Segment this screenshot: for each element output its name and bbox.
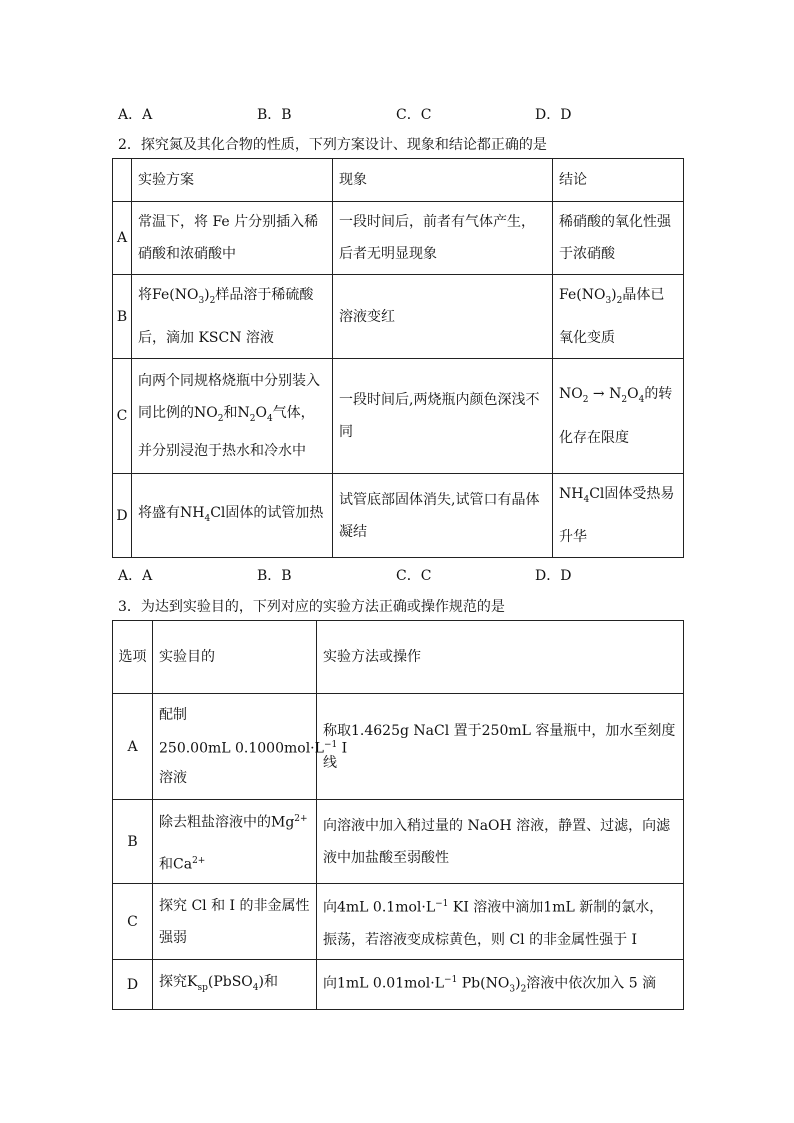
no3-formula: NO: [174, 286, 199, 303]
q2-row-d-plan: [132, 474, 333, 558]
q3-row-d-method-pre: 向1mL 0.01mol·L: [323, 975, 445, 992]
q3-row-a-method: 称取1.4625g NaCl 置于250mL 容量瓶中，加水至刻度线: [317, 694, 684, 800]
pb-symbol: Pb: [461, 975, 481, 992]
q2-row-d-conclusion-post: 固体受热易升华: [559, 485, 675, 546]
subscript: 3: [198, 295, 205, 306]
oxygen: O: [627, 386, 639, 403]
q2-header-phenomenon: 现象: [333, 159, 553, 202]
q2-row-c-conclusion-post: 的转化存在限度: [559, 386, 673, 446]
q2-row-b-phenomenon: 溶液变红: [333, 275, 553, 359]
n2o4-formula: N: [609, 386, 622, 403]
subscript: 2: [217, 413, 224, 424]
superscript: −1: [444, 975, 458, 986]
q3-row-b-purpose-and: 和: [159, 856, 173, 873]
q2-row-d-label: D: [113, 474, 132, 558]
q2-row-a: [113, 202, 684, 275]
arrow-icon: →: [592, 386, 605, 403]
q3-row-c-purpose: 探究 Cl 和 I 的非金属性强弱: [153, 884, 317, 960]
q1-choice-c[interactable]: C．C: [396, 107, 432, 123]
nh4cl-formula: NH: [180, 504, 205, 521]
q2-row-b: [113, 275, 684, 359]
q2-row-b-label: B: [113, 275, 132, 359]
fe-formula: Fe: [152, 286, 170, 303]
q2-header-row: [113, 159, 684, 202]
subscript: 2: [520, 984, 527, 995]
concentration-text: 250.00mL 0.1000mol·L: [159, 740, 324, 757]
oxygen: O: [255, 405, 267, 422]
q2-row-b-conclusion: $Fe(NO_3)_2$晶体已氧化变质: [553, 275, 684, 359]
q2-row-c-label: C: [113, 359, 132, 474]
q2-row-c-plan: [132, 359, 333, 474]
subscript: 2: [249, 413, 256, 424]
subscript: 2: [209, 295, 216, 306]
q3-row-d-label: D: [113, 960, 153, 1010]
chlorine: Cl: [589, 485, 605, 502]
q3-title: 3．为达到实验目的，下列对应的实验方法正确或操作规范的是: [118, 599, 505, 615]
q3-row-a-purpose-line2: [159, 730, 348, 764]
q3-header-option: 选项: [113, 621, 153, 694]
q3-row-d-method-post: 溶液中依次加入 5 滴: [526, 975, 657, 992]
q3-row-a: [113, 694, 684, 800]
q1-choices: [118, 104, 678, 124]
q2-row-c-conclusion: [553, 359, 684, 474]
q2-row-b-plan: 将$Fe(NO_3)_2$样品溶于稀硫酸后，滴加 KSCN 溶液: [132, 275, 333, 359]
q3-row-b: [113, 800, 684, 884]
subscript: 4: [583, 494, 590, 505]
superscript: 2+: [192, 855, 206, 866]
subscript: 4: [204, 513, 211, 524]
q2-header-blank: [113, 159, 132, 202]
q3-row-c-method: [317, 884, 684, 960]
superscript: −1: [435, 898, 449, 909]
q2-table: [112, 158, 684, 558]
q3-row-d-purpose: 探究$K_{sp}(PbSO_4)$和: [153, 960, 317, 1010]
no2-formula: NO: [194, 405, 218, 422]
chlorine: Cl: [210, 504, 226, 521]
q3-row-c-method-post: KI 溶液中滴加1mL 新制的氯水，振荡，若溶液变成棕黄色，则 Cl 的非金属性强于 I: [323, 899, 664, 948]
q1-choice-b[interactable]: B．B: [257, 107, 292, 123]
q3-row-a-label: A: [113, 694, 153, 800]
ca-ion: Ca: [173, 856, 193, 873]
n2o4-formula: N: [237, 405, 250, 422]
q3-row-c-label: C: [113, 884, 153, 960]
q3-row-b-label: B: [113, 800, 153, 884]
no2-formula: NO: [559, 386, 583, 403]
q2-row-b-plan-post: 样品溶于稀硫酸后，滴加 KSCN 溶液: [138, 286, 314, 347]
q1-choice-d[interactable]: D．D: [535, 107, 572, 123]
superscript: 2+: [294, 814, 308, 824]
subscript: 3: [605, 295, 612, 306]
subscript: 2: [621, 394, 628, 405]
subscript: 4: [266, 413, 273, 424]
q2-row-b-plan-pre: 将: [138, 286, 152, 303]
q2-row-c-plan-and: 和: [223, 405, 238, 422]
q2-row-a-label: A: [113, 202, 132, 275]
subscript: 2: [616, 295, 623, 306]
q3-row-d-purpose-and: 和: [263, 973, 278, 990]
q2-row-c-plan-pre: 向两个同规格烧瓶中分别装入同比例的: [138, 373, 320, 422]
q3-row-c: [113, 884, 684, 960]
q2-row-c-plan-post: 气体，并分别浸泡于热水和冷水中: [138, 405, 315, 459]
q3-header-row: [113, 621, 684, 694]
q2-title: 2．探究氮及其化合物的性质，下列方案设计、现象和结论都正确的是: [118, 137, 547, 153]
q2-row-a-plan: 常温下，将 Fe 片分别插入稀硝酸和浓硝酸中: [132, 202, 333, 275]
q3-row-d-method: 向1mL $0.01mol\cdot L^{-1}$ $Pb(NO_3)_2$溶液中依次加入 5 滴: [317, 960, 684, 1010]
superscript: −1: [323, 739, 338, 750]
q3-row-a-purpose: [153, 694, 348, 800]
subscript: 4: [252, 982, 259, 993]
q2-header-conclusion: 结论: [553, 159, 684, 202]
subscript: 3: [509, 984, 516, 995]
q2-row-d-phenomenon: 试管底部固体消失,试管口有晶体凝结: [333, 474, 553, 558]
q2-choice-a[interactable]: A．A: [118, 568, 153, 584]
q2-row-d-plan-pre: 将盛有: [138, 504, 180, 521]
no3-formula: NO: [581, 286, 606, 303]
subscript: sp: [197, 982, 208, 993]
q3-row-d: [113, 960, 684, 1010]
q3-row-b-method: 向溶液中加入稍过量的 NaOH 溶液，静置、过滤，向滤液中加盐酸至弱酸性: [317, 800, 684, 884]
q2-header-plan: 实验方案: [132, 159, 333, 202]
q2-choice-b[interactable]: B．B: [257, 568, 292, 584]
fe-formula: Fe: [559, 286, 577, 303]
q2-row-c-phenomenon: 一段时间后,两烧瓶内颜色深浅不同: [333, 359, 553, 474]
q1-choice-a[interactable]: A．A: [118, 107, 153, 123]
q3-row-a-purpose-line1: 配制: [159, 706, 187, 723]
q3-header-purpose: 实验目的: [153, 621, 317, 694]
q3-row-b-purpose-text: 除去粗盐溶液中的: [159, 814, 271, 831]
q2-choice-d[interactable]: D．D: [535, 568, 572, 584]
q2-choices: [118, 565, 678, 585]
q2-choice-c[interactable]: C．C: [396, 568, 432, 584]
k-symbol: K: [187, 973, 198, 990]
q2-row-d: [113, 474, 684, 558]
subscript: 2: [582, 394, 589, 405]
q3-header-method: 实验方法或操作: [317, 621, 684, 694]
q3-row-c-method-pre: 向4mL 0.1mol·L: [323, 899, 436, 916]
truncated-text: I: [341, 740, 348, 757]
q2-row-b-conclusion-post: 晶体已氧化变质: [559, 286, 665, 347]
q3-table: [112, 620, 684, 1010]
q3-row-a-purpose-line3: 溶液: [159, 770, 187, 787]
nh4cl-formula: NH: [559, 485, 584, 502]
mg-ion: Mg: [271, 814, 295, 831]
q3-row-d-purpose-pre: 探究: [159, 973, 187, 990]
q2-row-a-phenomenon: 一段时间后，前者有气体产生，后者无明显现象: [333, 202, 553, 275]
q2-row-d-plan-post: 固体的试管加热: [225, 504, 324, 521]
no3-formula: NO: [485, 975, 510, 992]
q2-row-d-conclusion: [553, 474, 684, 558]
subscript: 4: [638, 394, 645, 405]
q2-row-c: [113, 359, 684, 474]
pbso4-formula: PbSO: [213, 973, 253, 990]
q3-row-b-purpose: [153, 800, 317, 884]
q2-row-a-conclusion: 稀硝酸的氧化性强于浓硝酸: [553, 202, 684, 275]
